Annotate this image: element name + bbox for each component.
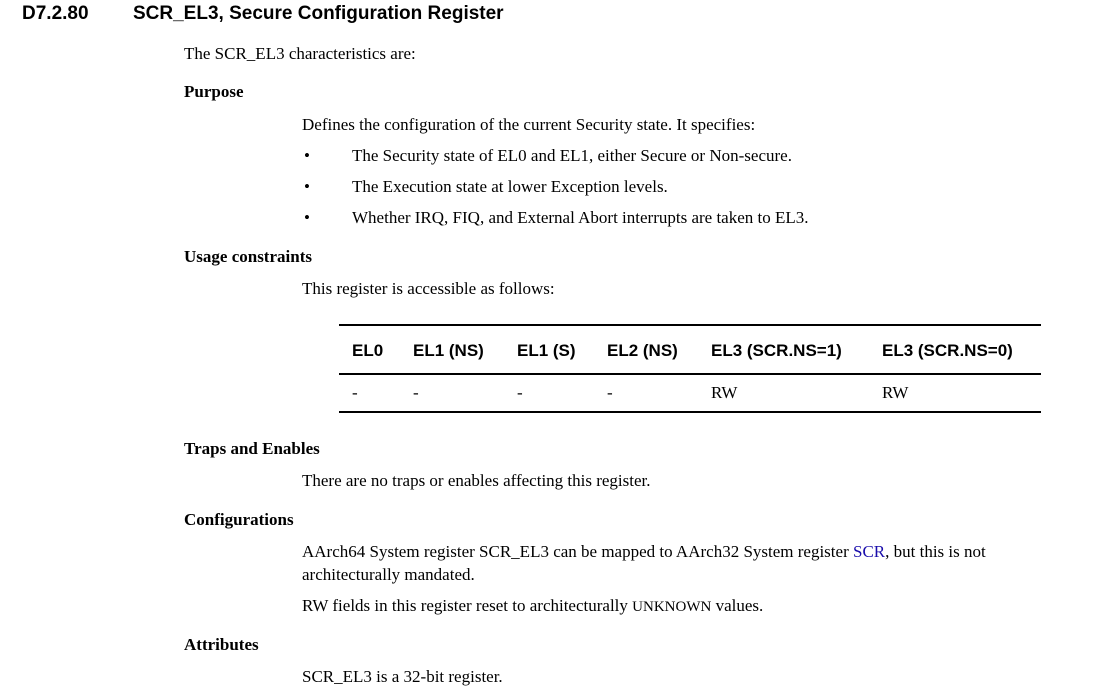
list-item: Whether IRQ, FIQ, and External Abort interrupts are taken to EL3. [352, 208, 809, 227]
table-top-rule [339, 324, 1041, 326]
table-header-cell: EL2 (NS) [607, 341, 678, 360]
configurations-text [302, 540, 1042, 586]
table-header-cell: EL3 (SCR.NS=0) [882, 341, 1013, 360]
purpose-text: Defines the configuration of the current Security state. It specifies: [302, 115, 756, 134]
table-cell: - [517, 383, 523, 402]
traps-heading: Traps and Enables [184, 439, 320, 458]
section-number: D7.2.80 [22, 3, 89, 24]
configurations-text-start: AArch64 System register SCR_EL3 can be mapped to AArch32 System register [302, 542, 853, 561]
table-header-cell: EL3 (SCR.NS=1) [711, 341, 842, 360]
table-bottom-rule [339, 411, 1041, 413]
attributes-heading: Attributes [184, 635, 259, 654]
reset-text [302, 594, 1042, 619]
unknown-term: UNKNOWN [632, 599, 712, 615]
section-title: SCR_EL3, Secure Configuration Register [133, 3, 504, 24]
bullet-icon: • [304, 208, 310, 227]
attributes-text: SCR_EL3 is a 32-bit register. [302, 667, 503, 686]
bullet-icon: • [304, 146, 310, 165]
table-cell: - [607, 383, 613, 402]
list-item: The Security state of EL0 and EL1, either Secure or Non-secure. [352, 146, 792, 165]
table-header-cell: EL1 (NS) [413, 341, 484, 360]
table-header-rule [339, 373, 1041, 375]
configurations-text-end: , but this is not architecturally mandated. [302, 542, 986, 584]
scr-link[interactable]: SCR [852, 542, 886, 561]
configurations-heading: Configurations [184, 510, 294, 529]
table-cell: - [413, 383, 419, 402]
reset-text-end: values. [711, 596, 764, 615]
usage-text: This register is accessible as follows: [302, 279, 555, 298]
bullet-icon: • [304, 177, 310, 196]
intro-text: The SCR_EL3 characteristics are: [184, 44, 416, 63]
list-item: The Execution state at lower Exception levels. [352, 177, 668, 196]
usage-heading: Usage constraints [184, 247, 312, 266]
table-header-cell: EL1 (S) [517, 341, 576, 360]
reset-text-start: RW fields in this register reset to architecturally [302, 596, 633, 615]
traps-text: There are no traps or enables affecting this register. [302, 471, 651, 490]
table-cell: RW [882, 383, 909, 402]
table-cell: - [352, 383, 358, 402]
table-cell: RW [711, 383, 738, 402]
purpose-heading: Purpose [184, 82, 244, 101]
table-header-cell: EL0 [352, 341, 384, 360]
